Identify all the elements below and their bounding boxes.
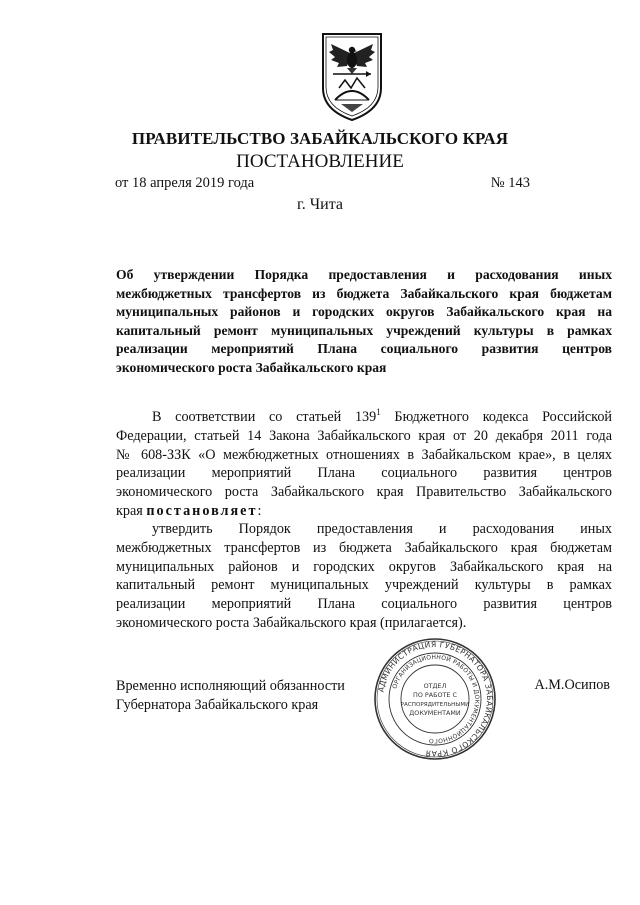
- stamp-center-line: ПО РАБОТЕ С: [413, 691, 457, 699]
- stamp-center-line: ДОКУМЕНТАМИ: [409, 709, 461, 717]
- position-line: Временно исполняющий обязанности: [116, 678, 345, 694]
- paragraph-line: экономического роста Забайкальского края Правительство Забайкальского: [116, 484, 612, 501]
- paragraph-line: [116, 403, 612, 427]
- text-fragment: В соответствии со статьей 139: [152, 409, 377, 425]
- paragraph-line: утвердить Порядок предоставления и расходования иных: [152, 521, 612, 537]
- signatory-name: А.М.Осипов: [534, 677, 610, 693]
- superscript: 1: [376, 407, 381, 417]
- stamp-outer-text: АДМИНИСТРАЦИЯ ГУБЕРНАТОРА ЗАБАЙКАЛЬСКОГО КРАЯ: [376, 639, 495, 759]
- paragraph-line: № 608-ЗЗК «О межбюджетных отношениях в Забайкальском крае», в целях: [116, 446, 612, 463]
- paragraph-line: [116, 502, 612, 521]
- document-city: г. Чита: [296, 196, 343, 213]
- subject-line: капитальный ремонт муниципальных учреждений культуры в рамках: [116, 322, 612, 338]
- stamp-center-line: РАСПОРЯДИТЕЛЬНЫМИ: [400, 702, 470, 708]
- document-date: от 18 апреля 2019 года: [115, 175, 255, 191]
- coat-of-arms-emblem: [319, 30, 385, 122]
- preamble-paragraph: [116, 403, 612, 521]
- government-title: ПРАВИТЕЛЬСТВО ЗАБАЙКАЛЬСКОГО КРАЯ: [131, 129, 509, 148]
- subject-line: реализации мероприятий Плана социального развития центров: [116, 341, 612, 357]
- document-type: ПОСТАНОВЛЕНИЕ: [236, 151, 404, 172]
- paragraph-line: муниципальных районов и городских округов Забайкальского края на: [116, 558, 612, 575]
- paragraph-line: капитальный ремонт муниципальных учреждений культуры в рамках: [116, 577, 612, 594]
- stamp-center-line: ОТДЕЛ: [423, 682, 447, 690]
- position-line: Губернатора Забайкальского края: [116, 697, 319, 713]
- document-number: № 143: [490, 175, 530, 191]
- text-fragment: края: [116, 502, 147, 519]
- paragraph-line: реализации мероприятий Плана социального развития центров: [116, 465, 612, 482]
- stamp-middle-text: ОРГАНИЗАЦИОННОЙ РАБОТЫ И ДОКУМЕНТАЦИОННОГО: [391, 653, 481, 745]
- resolves-keyword: постановляет: [146, 502, 258, 519]
- paragraph-line: реализации мероприятий Плана социального развития центров: [116, 596, 612, 613]
- subject-line: межбюджетных трансфертов из бюджета Забайкальского края бюджетам: [116, 285, 612, 301]
- signatory-position: [116, 677, 345, 715]
- official-stamp: [372, 636, 498, 762]
- text-fragment: Бюджетного кодекса Российской: [380, 409, 613, 425]
- subject-line: Об утверждении Порядка предоставления и расходования иных: [116, 267, 612, 282]
- resolution-paragraph: [116, 520, 612, 633]
- subject-line: муниципальных районов и городских округов Забайкальского края на: [116, 304, 612, 320]
- subject-line: экономического роста Забайкальского края: [116, 359, 387, 375]
- paragraph-line: Федерации, статьей 14 Закона Забайкальского края от 20 декабря 2011 года: [116, 427, 612, 444]
- text-fragment: :: [257, 502, 262, 519]
- paragraph-line: экономического роста Забайкальского края (прилагается).: [116, 614, 467, 631]
- paragraph-line: межбюджетных трансфертов из бюджета Забайкальского края бюджетам: [116, 539, 612, 556]
- document-subject: [116, 266, 612, 378]
